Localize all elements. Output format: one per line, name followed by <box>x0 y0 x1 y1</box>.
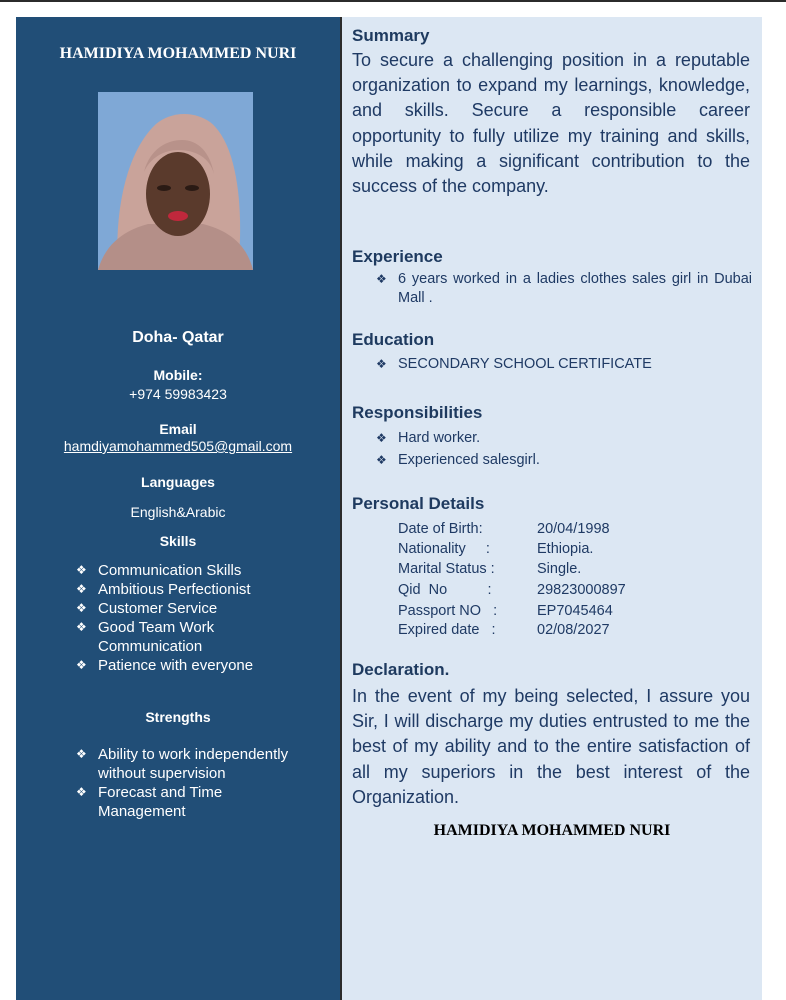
bullet-icon: ❖ <box>76 785 87 799</box>
profile-photo <box>98 92 253 270</box>
skill-item: ❖ Communication Skills <box>76 562 242 579</box>
bullet-icon: ❖ <box>76 601 87 615</box>
bullet-icon: ❖ <box>376 272 387 286</box>
bullet-icon: ❖ <box>76 658 87 672</box>
location: Doha- Qatar <box>132 329 224 346</box>
responsibility-item: ❖ Hard worker. <box>376 427 752 449</box>
responsibilities-heading: Responsibilities <box>352 403 483 422</box>
bullet-icon: ❖ <box>376 431 387 445</box>
responsibility-item: ❖ Experienced salesgirl. <box>376 449 752 471</box>
skills-label: Skills <box>159 533 197 549</box>
education-list <box>376 355 752 374</box>
languages-label: Languages <box>141 474 215 490</box>
skill-item: ❖ Ambitious Perfectionist <box>76 581 251 598</box>
mobile-value: +974 59983423 <box>129 386 227 402</box>
personal-details-heading: Personal Details <box>352 494 485 513</box>
skill-item: ❖ Patience with everyone <box>76 657 254 674</box>
bullet-icon: ❖ <box>376 453 387 467</box>
bullet-icon: ❖ <box>76 620 87 634</box>
signature-name: HAMIDIYA MOHAMMED NURI <box>433 822 671 839</box>
experience-list <box>376 270 752 308</box>
bullet-icon: ❖ <box>76 582 87 596</box>
portrait-image <box>98 92 253 270</box>
summary-heading: Summary <box>352 26 430 45</box>
declaration-heading: Declaration. <box>352 660 450 679</box>
top-rule <box>0 0 786 2</box>
experience-heading: Experience <box>352 247 443 266</box>
education-heading: Education <box>352 330 435 349</box>
strengths-list <box>74 745 334 821</box>
main-content: Summary To secure a challenging position in a reputable organization to expand my learnings, knowledge, and skills. Secure a responsible career opportunity to fully utilize my training and skills, while making a significant contribution to the success of the company. Experience ❖ 6 years worked in a ladies clothes sales girl in Dubai Mall . Education ❖ SECONDARY SCHOOL CERTIFICATE Responsibilities ❖ Hard worker. ❖ Experienced salesgirl. Personal Details Date of Birth: 20/04/1998 Nationality : Ethiopia. Marital Status : Single. Qid No : 29823000897 Passport NO : EP7045464 Expired date : 02/08/2027 Declaration. In the event of my being selected, I assure you Sir, I will discharge my duties entrusted to me the best of my ability and to the entire satisfaction of all my superiors in the best interest of the Organization. HAMIDIYA MOHAMMED NURI <box>340 17 762 1000</box>
skills-list <box>74 561 334 675</box>
strengths-label: Strengths <box>145 709 211 725</box>
skill-item: ❖ Customer Service <box>76 600 218 617</box>
bullet-icon: ❖ <box>76 747 87 761</box>
skill-item: ❖ Good Team Work Communication <box>76 619 215 655</box>
responsibilities-list <box>376 427 752 471</box>
education-item: ❖ SECONDARY SCHOOL CERTIFICATE <box>376 356 652 372</box>
left-sidebar <box>16 17 340 1000</box>
email-label: Email <box>159 421 197 437</box>
strength-item: ❖ Forecast and Time Management <box>76 784 223 820</box>
declaration-text: In the event of my being selected, I assure you Sir, I will discharge my duties entrusted to me the best of my ability and to the entire satisfaction of all my superiors in the best interest of the Organization. <box>352 686 750 807</box>
experience-item: ❖ 6 years worked in a ladies clothes sales girl in Dubai Mall . <box>376 271 752 306</box>
languages-value: English&Arabic <box>130 504 226 520</box>
summary-text: To secure a challenging position in a reputable organization to expand my learnings, knowledge, and skills. Secure a responsible career opportunity to fully utilize my training and skills, while making a significant contribution to the success of the company. <box>352 50 750 197</box>
mobile-label: Mobile: <box>153 367 203 383</box>
sidebar-name: HAMIDIYA MOHAMMED NURI <box>59 45 297 62</box>
email-link[interactable]: hamdiyamohammed505@gmail.com <box>63 438 293 454</box>
bullet-icon: ❖ <box>76 563 87 577</box>
strength-item: ❖ Ability to work independently without supervision <box>76 746 289 782</box>
bullet-icon: ❖ <box>376 357 387 371</box>
